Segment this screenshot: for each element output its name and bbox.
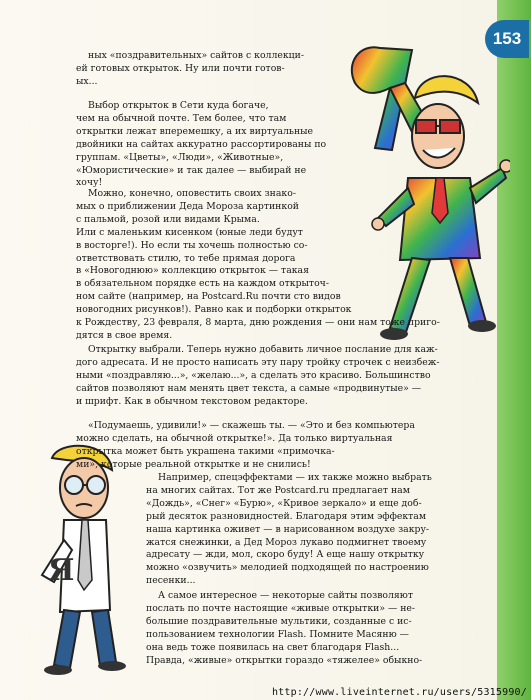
text-line: Выбор открыток в Сети куда богаче, bbox=[88, 100, 269, 111]
text-line: Или с маленьким кисенком (юные леди будут bbox=[76, 226, 303, 238]
text-line: сайтов позволяют нам менять цвет текста, а самые «продвинутые» — bbox=[76, 382, 422, 394]
text-line: Открытку выбрали. Теперь нужно добавить личное послание для каж- bbox=[88, 344, 438, 355]
text-line: хочу! bbox=[76, 177, 103, 189]
page-number: 153 bbox=[485, 20, 529, 58]
text-line: «Юмористические» и так далее — выбирай не bbox=[76, 164, 307, 176]
text-line: ми», которые реальной открытке и не снились! bbox=[76, 458, 311, 470]
text-line: чем на обычной почте. Тем более, что там bbox=[76, 112, 287, 124]
text-line: в «Новогоднюю» коллекцию открыток — такая bbox=[76, 265, 309, 277]
text-line: можно «озвучить» мелодией подходящей по настроению bbox=[146, 562, 429, 574]
text-line: открытка может быть украшена такими «примочка- bbox=[76, 445, 335, 457]
text-line: группам. «Цветы», «Люди», «Животные», bbox=[76, 151, 284, 163]
text-line: дого адресата. И не просто написать эту пару тройку строчек с неизбеж- bbox=[76, 356, 440, 368]
man-with-letter-ya-illustration bbox=[14, 440, 142, 680]
text-line: можно сделать, на обычной открытке!». Да только виртуальная bbox=[76, 432, 393, 444]
text-line: А самое интересное — некоторые сайты позволяют bbox=[158, 590, 414, 601]
text-line: наша картинка оживет — в нарисованном воздухе закру- bbox=[146, 523, 430, 535]
text-line: послать по почте настоящие «живые открытки» — не- bbox=[146, 602, 416, 614]
text-line: ных «поздравительных» сайтов с коллекци- bbox=[88, 50, 304, 61]
paragraph-5 bbox=[76, 420, 486, 472]
text-line: двойники на сайтах аккуратно рассортированы по bbox=[76, 138, 327, 150]
text-line: ответствовать стилю, то тебе прямая дорога bbox=[76, 252, 296, 264]
text-line: Можно, конечно, оповестить своих знако- bbox=[88, 188, 296, 199]
text-line: «Подумаешь, удивили!» — скажешь ты. — «Это и без компьютера bbox=[88, 420, 415, 431]
paragraph-1 bbox=[76, 50, 322, 89]
text-line: она ведь тоже появилась на свет благодаря Flash... bbox=[146, 641, 400, 653]
text-line: новогодних рисунков!). Равно как и подборки открыток bbox=[76, 304, 352, 316]
text-line: песенки... bbox=[146, 575, 196, 587]
text-line: адресату — жди, мол, скоро буду! А еще нашу открытку bbox=[146, 549, 425, 561]
text-line: ными «поздравляю...», «желаю...», а сделать это красиво. Большинство bbox=[76, 369, 431, 381]
text-line: ей готовых открыток. Ну или почти готов- bbox=[76, 62, 285, 74]
text-line: пользованием технологии Flash. Помните Масяню — bbox=[146, 628, 409, 640]
paragraph-2 bbox=[76, 100, 327, 190]
svg-text:Я: Я bbox=[48, 553, 75, 588]
text-line: к Рождеству, 23 февраля, 8 марта, дню рождения — они нам тоже приго- bbox=[76, 317, 440, 329]
text-line: Например, спецэффектами — их также можно выбрать bbox=[158, 472, 432, 483]
text-line: рый десяток разновидностей. Благодаря этим эффектам bbox=[146, 510, 427, 522]
paragraph-7 bbox=[146, 590, 486, 667]
text-line: в обязательном порядке есть на каждом открыточ- bbox=[76, 278, 329, 290]
text-line: ых... bbox=[76, 75, 98, 87]
paragraph-3 bbox=[76, 188, 466, 343]
paragraph-6 bbox=[146, 472, 486, 588]
text-line: большие поздравительные мультики, созданные с ис- bbox=[146, 615, 412, 627]
text-line: мых о приближении Деда Мороза картинкой bbox=[76, 200, 299, 212]
footer-url[interactable]: http://www.liveinternet.ru/users/5315990/ bbox=[271, 687, 527, 698]
text-line: Правда, «живые» открытки гораздо «тяжелее» обыкно- bbox=[146, 654, 423, 666]
text-line: с пальмой, розой или видами Крыма. bbox=[76, 213, 260, 225]
text-line: жатся снежинки, а Дед Мороз лукаво подмигнет твоему bbox=[146, 536, 427, 548]
text-line: дятся в свое время. bbox=[76, 329, 173, 341]
text-line: «Дождь», «Снег» «Бурю», «Кривое зеркало» и еще доб- bbox=[146, 497, 422, 509]
text-line: открытки лежат вперемешку, а их виртуальные bbox=[76, 125, 314, 137]
paragraph-4 bbox=[76, 344, 486, 409]
text-line: и шрифт. Как в обычном текстовом редакторе. bbox=[76, 395, 308, 407]
text-line: на многих сайтах. Тот же Postcard.ru предлагает нам bbox=[146, 484, 410, 496]
text-line: в восторге!). Но если ты хочешь полностью со- bbox=[76, 239, 308, 251]
text-line: ном сайте (например, на Postcard.Ru почти сто видов bbox=[76, 291, 341, 303]
